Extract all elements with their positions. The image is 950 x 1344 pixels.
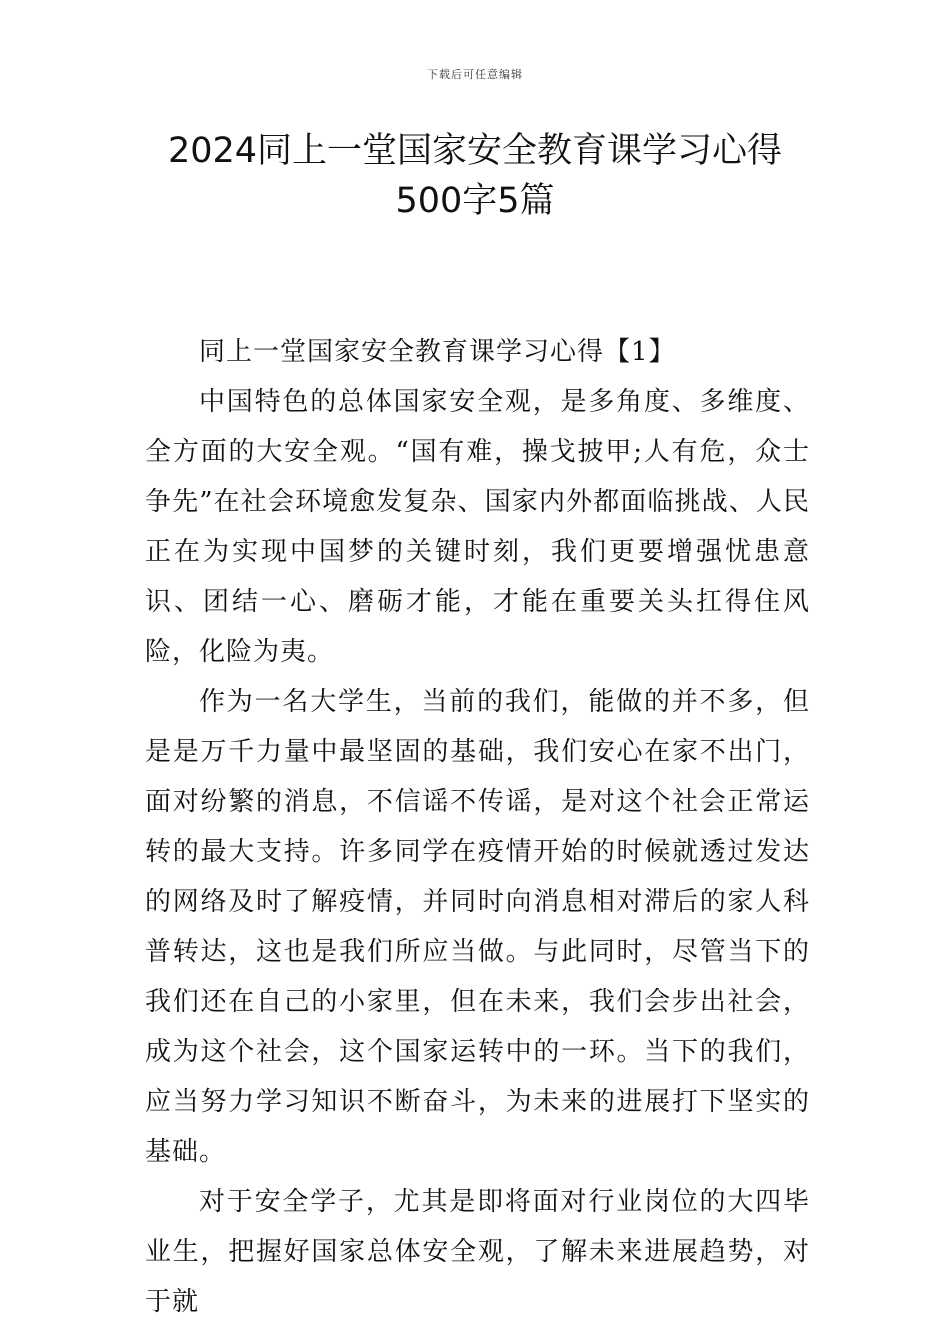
paragraph-1: 中国特色的总体国家安全观，是多角度、多维度、全方面的大安全观。“国有难，操戈披甲;人有危，众士争先”在社会环境愈发复杂、国家内外都面临挑战、人民正在为实现中国梦的关键时刻，我们更要增强忧患意识、团结一心、磨砺才能，才能在重要关头扛得住风险，化险为夷。 bbox=[145, 387, 810, 667]
header-note: 下载后可任意编辑 bbox=[427, 68, 523, 81]
paragraph-3: 对于安全学子，尤其是即将面对行业岗位的大四毕业生，把握好国家总体安全观，了解未来进展趋势，对于就 bbox=[145, 1187, 810, 1317]
document-title bbox=[120, 126, 830, 226]
document-body bbox=[145, 327, 810, 1327]
section-heading: 同上一堂国家安全教育课学习心得【1】 bbox=[199, 337, 676, 367]
title-line-1: 2024同上一堂国家安全教育课学习心得 bbox=[167, 131, 783, 171]
paragraph-2: 作为一名大学生，当前的我们，能做的并不多，但是是万千力量中最坚固的基础，我们安心在家不出门，面对纷繁的消息，不信谣不传谣，是对这个社会正常运转的最大支持。许多同学在疫情开始的时候就透过发达的网络及时了解疫情，并同时向消息相对滞后的家人科普转达，这也是我们所应当做。与此同时，尽管当下的我们还在自己的小家里，但在未来，我们会步出社会，成为这个社会，这个国家运转中的一环。当下的我们，应当努力学习知识不断奋斗，为未来的进展打下坚实的基础。 bbox=[145, 687, 810, 1167]
title-line-2: 500字5篇 bbox=[395, 181, 555, 221]
